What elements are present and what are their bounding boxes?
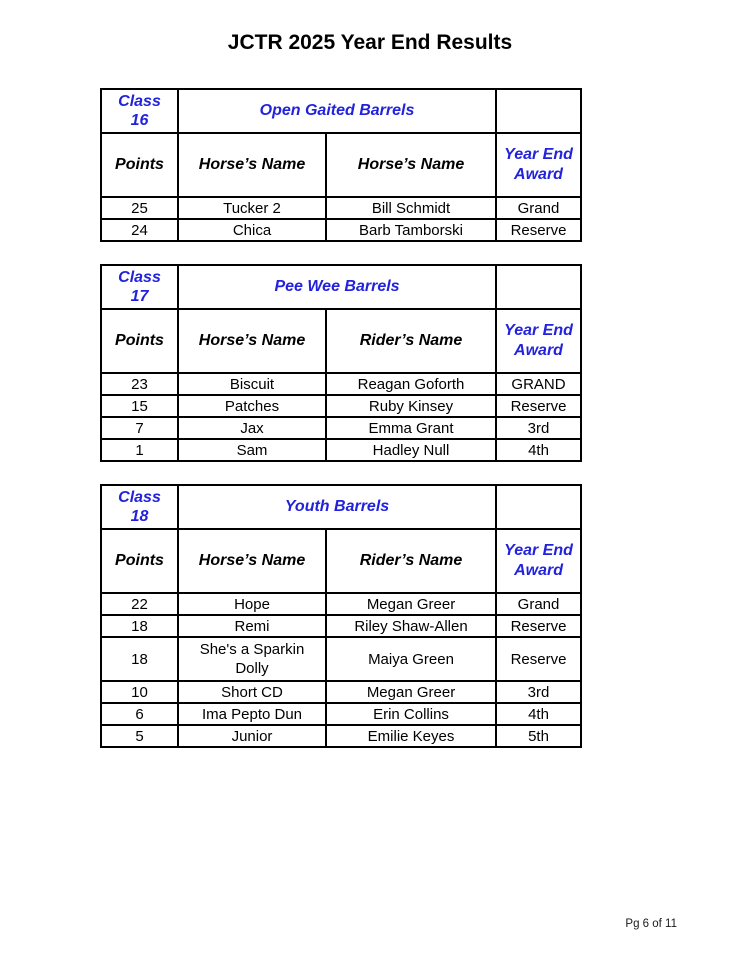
rider-cell: Reagan Goforth (326, 373, 496, 395)
award-cell: Grand (496, 197, 581, 219)
points-cell: 23 (101, 373, 178, 395)
class-word: Class (118, 93, 161, 110)
empty-cell (496, 265, 581, 309)
table-row (101, 615, 581, 637)
col-header-points: Points (101, 529, 178, 593)
class-label (101, 265, 178, 309)
horse-cell: Biscuit (178, 373, 326, 395)
col-header-award: Year End Award (496, 133, 581, 197)
points-cell: 1 (101, 439, 178, 461)
rider-cell: Emma Grant (326, 417, 496, 439)
award-cell: 4th (496, 439, 581, 461)
class-label (101, 485, 178, 529)
horse-cell: Remi (178, 615, 326, 637)
points-cell: 7 (101, 417, 178, 439)
award-cell: Reserve (496, 637, 581, 681)
horse-cell: Junior (178, 725, 326, 747)
col-header-horse: Horse’s Name (178, 133, 326, 197)
event-title: Pee Wee Barrels (178, 265, 496, 309)
results-tables (100, 88, 580, 748)
points-cell: 18 (101, 615, 178, 637)
rider-cell: Riley Shaw-Allen (326, 615, 496, 637)
class-number: 16 (130, 112, 149, 129)
empty-cell (496, 485, 581, 529)
award-cell: Reserve (496, 219, 581, 241)
col-header-rider: Rider’s Name (326, 309, 496, 373)
award-cell: GRAND (496, 373, 581, 395)
event-title: Open Gaited Barrels (178, 89, 496, 133)
table-row (101, 703, 581, 725)
col-header-points: Points (101, 309, 178, 373)
event-title: Youth Barrels (178, 485, 496, 529)
rider-cell: Erin Collins (326, 703, 496, 725)
col-header-horse: Horse’s Name (178, 309, 326, 373)
award-cell: 4th (496, 703, 581, 725)
results-table-class-16 (100, 88, 582, 242)
horse-cell: Hope (178, 593, 326, 615)
points-cell: 5 (101, 725, 178, 747)
award-cell: Grand (496, 593, 581, 615)
rider-cell: Barb Tamborski (326, 219, 496, 241)
award-cell: Reserve (496, 395, 581, 417)
class-word: Class (118, 489, 161, 506)
points-cell: 15 (101, 395, 178, 417)
horse-cell: Ima Pepto Dun (178, 703, 326, 725)
table-row (101, 395, 581, 417)
col-header-award: Year End Award (496, 529, 581, 593)
award-cell: Reserve (496, 615, 581, 637)
points-cell: 25 (101, 197, 178, 219)
class-label (101, 89, 178, 133)
horse-cell: Tucker 2 (178, 197, 326, 219)
table-row (101, 417, 581, 439)
class-word: Class (118, 269, 161, 286)
table-row (101, 637, 581, 681)
rider-cell: Megan Greer (326, 593, 496, 615)
horse-cell: Patches (178, 395, 326, 417)
results-table-class-17 (100, 264, 582, 462)
points-cell: 22 (101, 593, 178, 615)
rider-cell: Ruby Kinsey (326, 395, 496, 417)
table-row (101, 593, 581, 615)
horse-cell: Jax (178, 417, 326, 439)
col-header-rider: Rider’s Name (326, 529, 496, 593)
table-row (101, 439, 581, 461)
results-table-class-18 (100, 484, 582, 748)
class-number: 18 (130, 508, 149, 525)
col-header-rider: Horse’s Name (326, 133, 496, 197)
points-cell: 18 (101, 637, 178, 681)
table-row (101, 725, 581, 747)
award-cell: 3rd (496, 417, 581, 439)
horse-cell: She's a Sparkin Dolly (178, 637, 326, 681)
col-header-award: Year End Award (496, 309, 581, 373)
table-row (101, 219, 581, 241)
points-cell: 24 (101, 219, 178, 241)
table-row (101, 681, 581, 703)
horse-cell: Chica (178, 219, 326, 241)
rider-cell: Maiya Green (326, 637, 496, 681)
horse-cell: Short CD (178, 681, 326, 703)
page-title: JCTR 2025 Year End Results (227, 31, 513, 54)
points-cell: 6 (101, 703, 178, 725)
col-header-points: Points (101, 133, 178, 197)
page-number: Pg 6 of 11 (625, 918, 677, 930)
rider-cell: Emilie Keyes (326, 725, 496, 747)
class-number: 17 (130, 288, 149, 305)
empty-cell (496, 89, 581, 133)
horse-cell: Sam (178, 439, 326, 461)
table-row (101, 197, 581, 219)
award-cell: 5th (496, 725, 581, 747)
rider-cell: Bill Schmidt (326, 197, 496, 219)
table-row (101, 373, 581, 395)
col-header-horse: Horse’s Name (178, 529, 326, 593)
rider-cell: Hadley Null (326, 439, 496, 461)
points-cell: 10 (101, 681, 178, 703)
award-cell: 3rd (496, 681, 581, 703)
rider-cell: Megan Greer (326, 681, 496, 703)
